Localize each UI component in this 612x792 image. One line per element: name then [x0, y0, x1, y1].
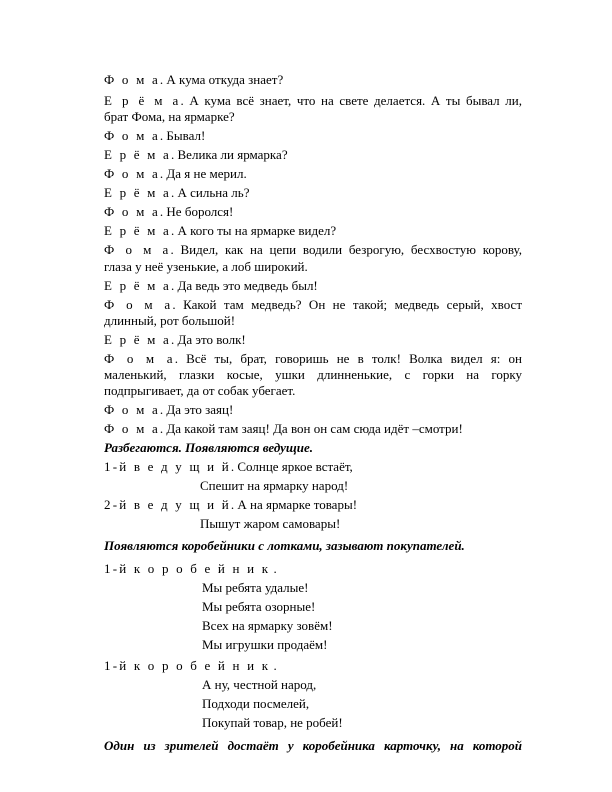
speaker-name: Ф о м а [104, 351, 175, 366]
verse-line [202, 715, 343, 730]
speaker-name: Ф о м а [104, 72, 160, 87]
line-text: маленький, глазки косые, ушки длинненькие, с горки на горку [104, 367, 522, 382]
line-text: Спешит на ярмарку народ! [200, 478, 349, 493]
line-text: . А кума откуда знает? [159, 72, 284, 87]
line-text: . Не боролся! [159, 204, 234, 219]
dialogue-line [104, 242, 522, 257]
verse-line [200, 516, 340, 531]
dialogue-line [104, 185, 249, 200]
verse-line [202, 637, 328, 652]
line-text: Покупай товар, не робей! [202, 715, 343, 730]
dialogue-line [104, 223, 336, 238]
line-text: . Бывал! [159, 128, 206, 143]
dialogue-line [104, 497, 357, 512]
verse-line [200, 478, 348, 493]
line-text: Всех на ярмарку зовём! [202, 618, 333, 633]
verse-line [202, 677, 316, 692]
speaker-name: 1-й к о р о б е й н и к [104, 658, 271, 673]
line-text: А ну, честной народ, [202, 677, 317, 692]
line-text: . А кого ты на ярмарке видел? [171, 223, 337, 238]
dialogue-line [104, 332, 246, 347]
line-text: . Видел, как на цепи водили безрогую, бесхвостую корову, [170, 242, 522, 257]
dialogue-line [104, 297, 522, 312]
dialogue-continuation [104, 259, 308, 274]
line-text: . Да это заяц! [159, 402, 234, 417]
line-text: . Велика ли ярмарка? [171, 147, 288, 162]
dialogue-line [104, 421, 463, 436]
line-text: . [270, 561, 277, 576]
dialogue-continuation [104, 313, 235, 328]
speaker-name: Е р ё м а [104, 278, 172, 293]
stage-direction [104, 738, 522, 753]
dialogue-line [104, 166, 247, 181]
speaker-name: Е р ё м а [104, 147, 172, 162]
line-text: брат Фома, на ярмарке? [104, 109, 235, 124]
line-text: . А на ярмарке товары! [230, 497, 358, 512]
dialogue-line [104, 204, 233, 219]
speaker-name: Ф о м а [104, 204, 160, 219]
line-text: Подходи посмелей, [202, 696, 310, 711]
dialogue-line [104, 278, 318, 293]
speaker-name: Е р ё м а [104, 93, 181, 108]
dialogue-continuation [104, 109, 235, 124]
speaker-name: Ф о м а [104, 166, 160, 181]
speaker-name: 1-й в е д у щ и й [104, 459, 231, 474]
speaker-name: Е р ё м а [104, 185, 172, 200]
dialogue-line [104, 351, 522, 366]
dialogue-line [104, 128, 205, 143]
line-text: . Да это волк! [171, 332, 246, 347]
speaker-name: Е р ё м а [104, 332, 172, 347]
dialogue-line [104, 72, 283, 87]
verse-line [202, 696, 309, 711]
dialogue-line [104, 147, 288, 162]
speaker-name: Ф о м а [104, 297, 173, 312]
dialogue-continuation [104, 383, 295, 398]
dialogue-line [104, 459, 353, 474]
verse-line [202, 580, 308, 595]
speaker-name: Ф о м а [104, 242, 171, 257]
stage-direction [104, 538, 465, 553]
stage-direction [104, 440, 313, 455]
speaker-name: Ф о м а [104, 128, 160, 143]
verse-line [202, 599, 315, 614]
direction-text: Разбегаются. Появляются ведущие. [104, 440, 313, 455]
line-text: . Всё ты, брат, говоришь не в толк! Волка видел я: он [174, 351, 523, 366]
line-text: . А сильна ль? [171, 185, 250, 200]
line-text: глаза у неё узенькие, а лоб широкий. [104, 259, 308, 274]
line-text: длинный, рот большой! [104, 313, 236, 328]
line-text: Мы ребята удалые! [202, 580, 309, 595]
speaker-name: 1-й к о р о б е й н и к [104, 561, 271, 576]
dialogue-line [104, 561, 277, 576]
direction-text: Один из зрителей достаёт у коробейника карточку, на которой [104, 738, 522, 753]
dialogue-line [104, 93, 522, 108]
line-text: Мы игрушки продаём! [202, 637, 328, 652]
direction-text: Появляются коробейники с лотками, зазывают покупателей. [104, 538, 465, 553]
line-text: . Да ведь это медведь был! [171, 278, 318, 293]
line-text: . Солнце яркое встаёт, [230, 459, 353, 474]
line-text: Мы ребята озорные! [202, 599, 316, 614]
line-text: . Какой там медведь? Он не такой; медведь серый, хвост [172, 297, 522, 312]
speaker-name: Е р ё м а [104, 223, 172, 238]
line-text: . Да я не мерил. [159, 166, 247, 181]
line-text: подпрыгивает, да от собак убегает. [104, 383, 296, 398]
dialogue-continuation [104, 367, 522, 382]
dialogue-line [104, 402, 233, 417]
line-text: Пышут жаром самовары! [200, 516, 341, 531]
line-text: . Да какой там заяц! Да вон он сам сюда идёт –смотри! [159, 421, 463, 436]
speaker-name: 2-й в е д у щ и й [104, 497, 231, 512]
line-text: . [270, 658, 277, 673]
line-text: . А кума всё знает, что на свете делается. А ты бывал ли, [180, 93, 522, 108]
verse-line [202, 618, 333, 633]
speaker-name: Ф о м а [104, 421, 160, 436]
dialogue-line [104, 658, 277, 673]
speaker-name: Ф о м а [104, 402, 160, 417]
